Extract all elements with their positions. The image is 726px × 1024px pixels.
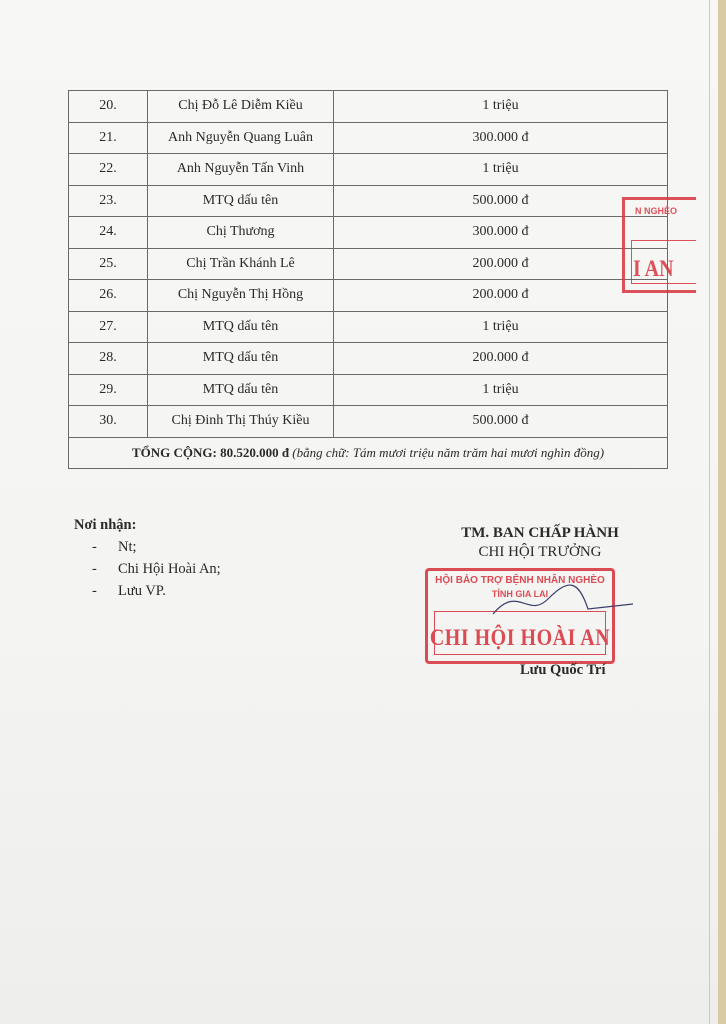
total-in-words: (bằng chữ: Tám mươi triệu năm trăm hai mươi nghìn đồng) — [292, 444, 605, 460]
table-row — [69, 154, 668, 186]
table-row — [69, 374, 668, 406]
amount-cell: 1 triệu — [334, 91, 668, 123]
stamp-province: TỈNH GIA LAI — [491, 589, 549, 599]
donor-name-cell: MTQ dấu tên — [148, 374, 334, 406]
total-cell — [69, 437, 668, 469]
recipients-title: Nơi nhận: — [74, 517, 137, 533]
amount-cell: 200.000 đ — [334, 248, 668, 280]
recipient-item: - Lưu VP. — [92, 583, 166, 599]
total-row — [69, 437, 668, 469]
donor-name-cell: Chị Đỗ Lê Diễm Kiều — [148, 91, 334, 123]
donor-name-cell: Chị Đinh Thị Thúy Kiều — [148, 406, 334, 438]
page-fold-line — [709, 0, 710, 1024]
partial-stamp-main-text: I AN — [633, 256, 674, 282]
amount-cell: 500.000 đ — [334, 185, 668, 217]
table-row — [69, 122, 668, 154]
stamp-org-name: HỘI BẢO TRỢ BỆNH NHÂN NGHÈO — [435, 575, 605, 586]
amount-cell: 1 triệu — [334, 311, 668, 343]
stt-cell: 22. — [69, 154, 148, 186]
donor-name-cell: Chị Nguyễn Thị Hồng — [148, 280, 334, 312]
amount-cell: 300.000 đ — [334, 217, 668, 249]
partial-stamp-edge — [622, 197, 696, 293]
stt-cell: 23. — [69, 185, 148, 217]
table-row — [69, 311, 668, 343]
recipient-item: - Chi Hội Hoài An; — [92, 561, 221, 577]
recipient-item: - Nt; — [92, 539, 137, 555]
stt-cell: 21. — [69, 122, 148, 154]
signer-name: Lưu Quốc Trí — [520, 662, 606, 678]
recipients-list — [74, 536, 221, 602]
stt-cell: 28. — [69, 343, 148, 375]
table-row — [69, 185, 668, 217]
amount-cell: 200.000 đ — [334, 343, 668, 375]
stt-cell: 20. — [69, 91, 148, 123]
donation-table — [68, 90, 668, 469]
table-row — [69, 91, 668, 123]
table-row — [69, 280, 668, 312]
table-row — [69, 217, 668, 249]
donor-name-cell: Chị Thương — [148, 217, 334, 249]
stt-cell: 26. — [69, 280, 148, 312]
donor-name-cell: Anh Nguyễn Tấn Vinh — [148, 154, 334, 186]
donation-table-body — [69, 91, 668, 438]
amount-cell: 1 triệu — [334, 374, 668, 406]
amount-cell: 300.000 đ — [334, 122, 668, 154]
table-row — [69, 248, 668, 280]
signature-title: TM. BAN CHẤP HÀNH — [461, 525, 619, 541]
amount-cell: 1 triệu — [334, 154, 668, 186]
donor-name-cell: MTQ dấu tên — [148, 311, 334, 343]
signature-position: CHI HỘI TRƯỞNG — [478, 544, 602, 560]
stt-cell: 30. — [69, 406, 148, 438]
table-row — [69, 343, 668, 375]
stt-cell: 29. — [69, 374, 148, 406]
stt-cell: 27. — [69, 311, 148, 343]
handwritten-signature — [488, 574, 638, 624]
amount-cell: 200.000 đ — [334, 280, 668, 312]
recipients-block — [74, 517, 221, 602]
stamp-main-text: CHI HỘI HOÀI AN — [429, 625, 611, 651]
donor-name-cell: Chị Trần Khánh Lê — [148, 248, 334, 280]
donor-name-cell: Anh Nguyễn Quang Luân — [148, 122, 334, 154]
partial-stamp-top-text: N NGHÈO — [635, 206, 678, 216]
signature-block — [430, 525, 650, 561]
total-label: TỔNG CỘNG: 80.520.000 đ — [131, 444, 290, 460]
donor-name-cell: MTQ dấu tên — [148, 185, 334, 217]
stt-cell: 25. — [69, 248, 148, 280]
stt-cell: 24. — [69, 217, 148, 249]
donor-name-cell: MTQ dấu tên — [148, 343, 334, 375]
table-row — [69, 406, 668, 438]
amount-cell: 500.000 đ — [334, 406, 668, 438]
